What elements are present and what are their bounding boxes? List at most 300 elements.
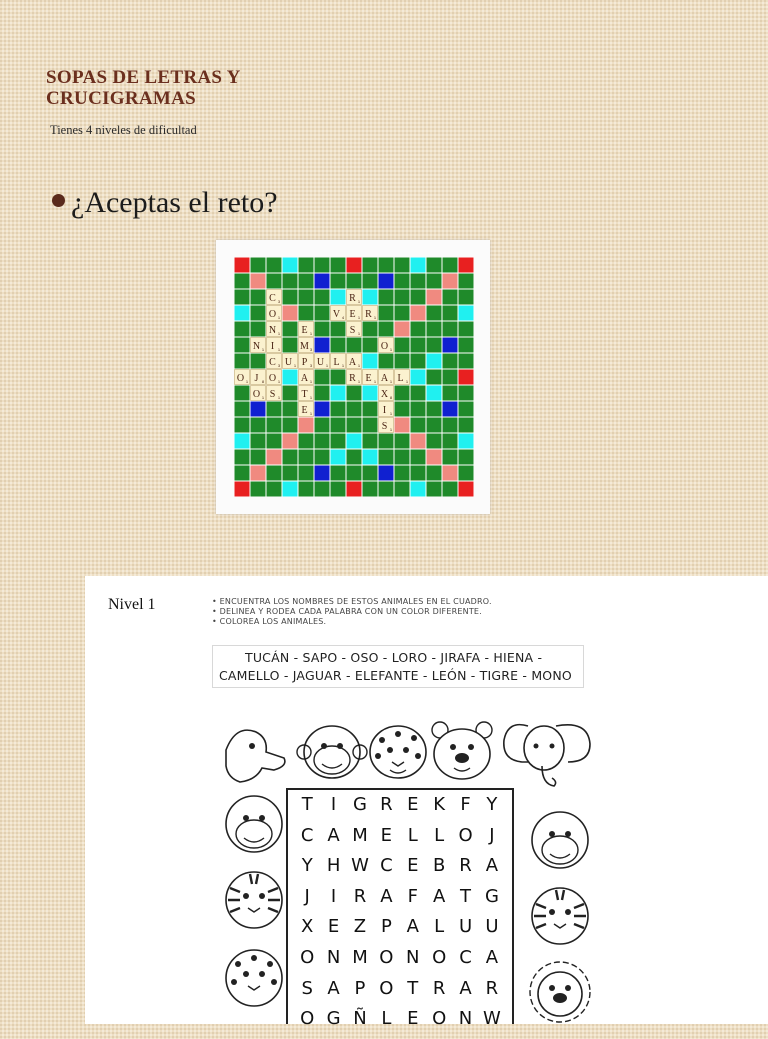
board-square [235, 290, 250, 305]
board-square [443, 434, 458, 449]
board-square [363, 290, 378, 305]
board-square [395, 322, 410, 337]
grid-letter: K [433, 794, 446, 815]
board-square [427, 450, 442, 465]
board-square [459, 370, 474, 385]
board-square [459, 274, 474, 289]
board-square [283, 386, 298, 401]
svg-text:I: I [270, 341, 275, 352]
board-square [379, 466, 394, 481]
board-square [395, 338, 410, 353]
svg-text:A: A [348, 357, 357, 368]
board-square [363, 258, 378, 273]
grid-letter: A [485, 855, 499, 877]
board-square [283, 306, 298, 321]
lion-icon [530, 962, 590, 1022]
svg-text:1: 1 [277, 315, 281, 320]
svg-text:V: V [332, 309, 341, 320]
grid-letter: T [301, 794, 313, 815]
board-square [363, 274, 378, 289]
grid-letter: A [327, 977, 340, 999]
board-square [443, 370, 458, 385]
svg-text:1: 1 [357, 379, 361, 384]
letter-tile [379, 338, 394, 353]
svg-text:3: 3 [309, 347, 313, 352]
letter-tile [251, 370, 266, 385]
board-square [427, 338, 442, 353]
svg-text:E: E [301, 325, 308, 336]
board-square [427, 402, 442, 417]
letter-tile [267, 306, 282, 321]
svg-text:1: 1 [277, 347, 281, 352]
grid-letter: F [407, 885, 418, 907]
grid-letter: O [300, 946, 315, 968]
letter-tile [331, 306, 346, 321]
word-search-grid [286, 788, 514, 1030]
board-square [411, 402, 426, 417]
grid-letter: S [301, 977, 313, 999]
monkey-icon [297, 726, 367, 778]
board-square [379, 482, 394, 497]
board-square [299, 466, 314, 481]
level-label: Nivel 1 [108, 596, 156, 613]
grid-letter: C [380, 855, 393, 877]
board-square [427, 258, 442, 273]
svg-text:1: 1 [309, 395, 313, 400]
grid-letter: W [351, 855, 369, 877]
board-square [395, 402, 410, 417]
letter-tile [267, 354, 282, 369]
board-square [251, 418, 266, 433]
board-square [283, 258, 298, 273]
letter-tile [395, 370, 410, 385]
board-square [443, 386, 458, 401]
board-square [331, 466, 346, 481]
svg-text:O: O [252, 389, 261, 400]
board-square [443, 274, 458, 289]
board-square [315, 434, 330, 449]
board-square [331, 370, 346, 385]
board-square [299, 434, 314, 449]
board-square [395, 274, 410, 289]
board-square [363, 482, 378, 497]
letter-tile [283, 354, 298, 369]
svg-text:O: O [380, 341, 389, 352]
board-square [315, 482, 330, 497]
board-square [251, 290, 266, 305]
word-search-worksheet [85, 576, 768, 1030]
board-square [427, 354, 442, 369]
svg-text:U: U [284, 357, 293, 368]
board-square [235, 354, 250, 369]
svg-text:S: S [381, 421, 388, 432]
board-square [331, 402, 346, 417]
svg-text:A: A [300, 373, 309, 384]
board-square [395, 290, 410, 305]
grid-letter: M [352, 946, 368, 968]
board-square [395, 450, 410, 465]
board-square [459, 386, 474, 401]
board-square [443, 258, 458, 273]
grid-letter: H [326, 855, 341, 877]
board-square [443, 450, 458, 465]
svg-text:S: S [349, 325, 356, 336]
letter-tile [379, 418, 394, 433]
board-square [427, 434, 442, 449]
grid-letter: E [407, 855, 419, 877]
svg-text:8: 8 [261, 379, 265, 384]
board-square [411, 306, 426, 321]
board-square [395, 306, 410, 321]
board-square [331, 434, 346, 449]
svg-text:E: E [301, 405, 308, 416]
board-square [443, 306, 458, 321]
board-square [315, 418, 330, 433]
board-square [315, 450, 330, 465]
board-square [283, 290, 298, 305]
board-square [235, 386, 250, 401]
board-square [347, 274, 362, 289]
board-square [299, 418, 314, 433]
letter-tile [331, 354, 346, 369]
grid-letter: J [489, 824, 495, 846]
board-square [267, 258, 282, 273]
letter-tile [379, 402, 394, 417]
svg-text:E: E [349, 309, 356, 320]
grid-letter: A [459, 977, 472, 999]
grid-letter: A [406, 916, 419, 938]
svg-text:3: 3 [277, 363, 281, 368]
letter-tile [267, 386, 282, 401]
board-square [443, 322, 458, 337]
board-square [267, 402, 282, 417]
board-square [411, 338, 426, 353]
grid-letter: A [380, 885, 393, 907]
grid-letter: C [459, 946, 472, 968]
board-square [267, 466, 282, 481]
board-square [427, 306, 442, 321]
board-square [459, 402, 474, 417]
svg-text:1: 1 [357, 331, 361, 336]
letter-tile [251, 386, 266, 401]
board-square [347, 450, 362, 465]
letter-tile [315, 354, 330, 369]
board-square [379, 306, 394, 321]
board-square [379, 258, 394, 273]
board-square [427, 322, 442, 337]
grid-letter: A [432, 885, 446, 907]
board-square [443, 338, 458, 353]
grid-letter: Z [353, 916, 367, 938]
tiger-icon [532, 888, 588, 944]
svg-text:1: 1 [325, 363, 329, 368]
board-square [427, 370, 442, 385]
svg-text:L: L [333, 357, 340, 368]
instructions [212, 597, 512, 627]
toucan-icon [226, 730, 285, 782]
grid-letter: U [485, 916, 499, 938]
board-square [411, 354, 426, 369]
board-square [443, 482, 458, 497]
svg-text:1: 1 [389, 379, 393, 384]
board-square [347, 418, 362, 433]
grid-letter: G [326, 1008, 341, 1030]
grid-letter: L [434, 916, 445, 938]
svg-text:O: O [268, 309, 277, 320]
board-square [315, 370, 330, 385]
letter-tile [235, 370, 250, 385]
slide-subtitle: Tienes 4 niveles de dificultad [50, 123, 197, 137]
board-square [363, 402, 378, 417]
board-square [267, 434, 282, 449]
grid-letter: M [352, 824, 368, 846]
board-square [235, 338, 250, 353]
board-square [235, 258, 250, 273]
letter-tile [347, 306, 362, 321]
board-square [379, 434, 394, 449]
svg-text:4: 4 [341, 315, 345, 320]
board-square [363, 434, 378, 449]
board-square [379, 450, 394, 465]
board-square [459, 258, 474, 273]
board-square [363, 338, 378, 353]
svg-text:1: 1 [245, 379, 249, 384]
letter-tile [299, 354, 314, 369]
grid-letter: E [407, 794, 419, 815]
monkey-icon [226, 796, 282, 852]
board-square [235, 306, 250, 321]
word-list-line: TUCÁN - SAPO - OSO - LORO - JIRAFA - HIENA - [245, 650, 543, 665]
board-square [459, 290, 474, 305]
grid-letter: E [407, 1008, 419, 1030]
board-square [459, 306, 474, 321]
letter-grid [294, 794, 505, 1039]
board-square [411, 386, 426, 401]
board-square [331, 274, 346, 289]
board-square [251, 434, 266, 449]
board-square [267, 274, 282, 289]
grid-letter: R [459, 855, 472, 877]
svg-text:1: 1 [309, 331, 313, 336]
letter-tile [347, 290, 362, 305]
letter-tile [299, 370, 314, 385]
letter-tile [379, 370, 394, 385]
board-square [283, 274, 298, 289]
elephant-icon [504, 725, 590, 786]
svg-text:1: 1 [389, 427, 393, 432]
board-square [379, 274, 394, 289]
board-square [459, 418, 474, 433]
board-square [235, 482, 250, 497]
board-square [331, 322, 346, 337]
letter-tile [267, 290, 282, 305]
svg-text:1: 1 [309, 411, 313, 416]
jaguar-icon [370, 726, 426, 778]
board-square [299, 290, 314, 305]
board-square [395, 482, 410, 497]
board-square [411, 274, 426, 289]
board-square [459, 434, 474, 449]
board-square [411, 290, 426, 305]
board-square [251, 258, 266, 273]
board-square [411, 258, 426, 273]
word-list-line: CAMELLO - JAGUAR - ELEFANTE - LEÓN - TIGRE - MONO [219, 668, 572, 683]
board-square [299, 482, 314, 497]
board-square [283, 450, 298, 465]
word-list [212, 645, 584, 688]
svg-text:1: 1 [405, 379, 409, 384]
board-square [283, 418, 298, 433]
board-square [315, 322, 330, 337]
board-square [347, 466, 362, 481]
monkey-icon [532, 812, 588, 868]
board-square [235, 322, 250, 337]
board-square [283, 322, 298, 337]
board-square [235, 450, 250, 465]
svg-text:I: I [382, 405, 387, 416]
grid-letter: O [379, 946, 394, 968]
board-square [331, 418, 346, 433]
board-square [235, 402, 250, 417]
grid-letter: R [353, 885, 367, 907]
board-square [299, 306, 314, 321]
grid-letter: G [353, 794, 367, 815]
board-square [347, 258, 362, 273]
board-square [299, 258, 314, 273]
board-square [427, 274, 442, 289]
grid-letter: R [432, 977, 446, 999]
svg-text:1: 1 [293, 363, 297, 368]
board-square [363, 466, 378, 481]
board-square [427, 466, 442, 481]
grid-letter: G [484, 885, 499, 907]
svg-text:1: 1 [357, 315, 361, 320]
grid-letter: O [432, 946, 447, 968]
board-square [427, 290, 442, 305]
board-square [411, 466, 426, 481]
board-square [411, 482, 426, 497]
board-square [363, 386, 378, 401]
svg-text:X: X [380, 389, 389, 400]
grid-letter: O [458, 824, 473, 846]
svg-text:1: 1 [389, 347, 393, 352]
grid-letter: O [300, 1008, 315, 1030]
board-square [395, 418, 410, 433]
board-square [443, 418, 458, 433]
board-square [235, 418, 250, 433]
grid-letter: T [460, 885, 472, 907]
grid-letter: R [380, 794, 393, 815]
board-square [315, 386, 330, 401]
grid-letter: O [432, 1008, 447, 1030]
board-square [331, 338, 346, 353]
svg-text:J: J [254, 373, 259, 384]
letter-tile [347, 354, 362, 369]
grid-letter: E [380, 824, 393, 846]
grid-letter: B [432, 855, 446, 877]
grid-letter: N [326, 946, 341, 968]
grid-letter: C [300, 824, 314, 846]
board-square [315, 466, 330, 481]
svg-text:1: 1 [373, 315, 377, 320]
board-square [235, 274, 250, 289]
grid-letter: P [354, 977, 366, 999]
board-square [315, 402, 330, 417]
tiger-icon [226, 872, 282, 928]
svg-text:R: R [349, 373, 356, 384]
board-square [315, 274, 330, 289]
board-square [411, 450, 426, 465]
board-square [331, 386, 346, 401]
svg-text:R: R [365, 309, 372, 320]
board-square [363, 450, 378, 465]
board-square [315, 338, 330, 353]
svg-text:A: A [380, 373, 389, 384]
board-square [251, 354, 266, 369]
board-square [395, 354, 410, 369]
board-square [379, 290, 394, 305]
board-square [251, 274, 266, 289]
grid-letter: Ñ [353, 1008, 367, 1030]
letter-tile [267, 322, 282, 337]
board-square [459, 450, 474, 465]
board-square [459, 482, 474, 497]
letter-tile [363, 306, 378, 321]
grid-letter: L [434, 824, 445, 846]
board-square [315, 290, 330, 305]
letter-tile [363, 370, 378, 385]
board-square [411, 418, 426, 433]
board-square [379, 354, 394, 369]
grid-letter: U [458, 916, 473, 938]
board-square [251, 466, 266, 481]
grid-letter: E [327, 916, 340, 938]
svg-text:1: 1 [261, 347, 265, 352]
slide-title: SOPAS DE LETRAS Y CRUCIGRAMAS [46, 67, 240, 109]
board-square [283, 370, 298, 385]
board-square [235, 466, 250, 481]
grid-letter: A [327, 824, 340, 846]
board-square [283, 338, 298, 353]
board-square [459, 354, 474, 369]
svg-text:1: 1 [277, 331, 281, 336]
grid-letter: R [485, 977, 499, 999]
board-square [443, 290, 458, 305]
board-square [299, 274, 314, 289]
svg-text:1: 1 [373, 379, 377, 384]
board-square [235, 434, 250, 449]
board-square [395, 466, 410, 481]
board-square [347, 482, 362, 497]
board-square [299, 450, 314, 465]
svg-text:N: N [268, 325, 277, 336]
svg-text:1: 1 [341, 363, 345, 368]
board-square [267, 482, 282, 497]
bullet-text: ¿Aceptas el reto? [71, 186, 278, 219]
board-square [347, 338, 362, 353]
svg-text:3: 3 [277, 299, 281, 304]
instruction-line: • COLOREA LOS ANIMALES. [212, 617, 327, 626]
letter-tile [347, 370, 362, 385]
board-square [331, 450, 346, 465]
letter-tile [267, 370, 282, 385]
board-square [395, 434, 410, 449]
board-square [331, 290, 346, 305]
svg-text:C: C [269, 293, 276, 304]
board-square [267, 450, 282, 465]
board-square [395, 258, 410, 273]
svg-text:1: 1 [357, 299, 361, 304]
